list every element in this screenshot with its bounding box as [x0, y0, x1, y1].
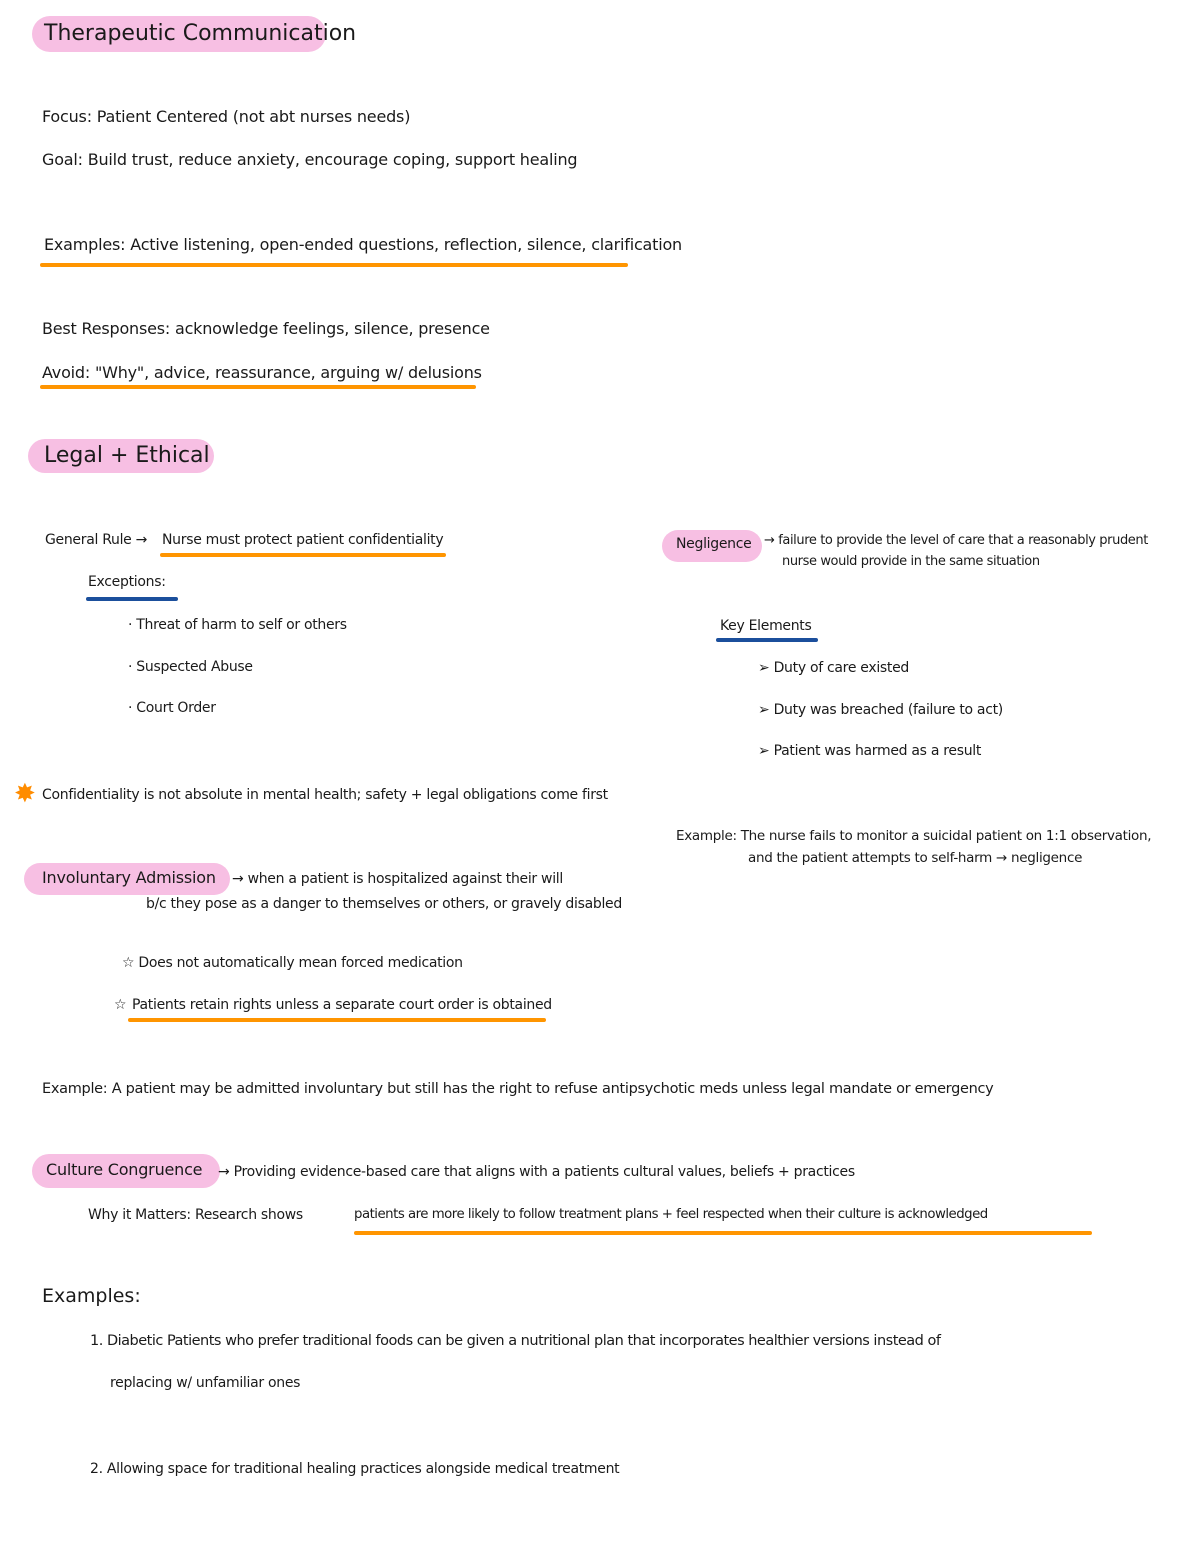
- why-it-matters-underline: [354, 1231, 1092, 1235]
- why-it-matters-highlight: patients are more likely to follow treatment plans + feel respected when their culture is acknowledged: [354, 1207, 988, 1222]
- exception-item: · Threat of harm to self or others: [128, 617, 347, 633]
- involuntary-point: Patients retain rights unless a separate court order is obtained: [132, 997, 552, 1013]
- section-title-legal: Legal + Ethical: [44, 443, 210, 468]
- culture-example-item: replacing w/ unfamiliar ones: [110, 1375, 301, 1391]
- involuntary-definition: → when a patient is hospitalized against their will: [232, 871, 563, 887]
- exceptions-title: Exceptions:: [88, 574, 166, 590]
- general-rule-prefix: General Rule →: [45, 532, 148, 548]
- section-title-involuntary: Involuntary Admission: [42, 868, 216, 887]
- key-element-item: ➢ Patient was harmed as a result: [758, 743, 982, 759]
- culture-example-item: 1. Diabetic Patients who prefer traditional foods can be given a nutritional plan that incorporates healthier versions instead of: [90, 1333, 941, 1349]
- key-element-item: ➢ Duty of care existed: [758, 660, 910, 676]
- involuntary-point: ☆ Does not automatically mean forced medication: [122, 955, 463, 971]
- key-elements-underline: [716, 638, 818, 642]
- why-it-matters-prefix: Why it Matters: Research shows: [88, 1207, 303, 1223]
- avoid-underline: [40, 385, 476, 389]
- involuntary-definition: b/c they pose as a danger to themselves or others, or gravely disabled: [146, 896, 622, 912]
- best-responses-text: Best Responses: acknowledge feelings, silence, presence: [42, 319, 490, 338]
- negligence-example: Example: The nurse fails to monitor a suicidal patient on 1:1 observation,: [676, 828, 1152, 844]
- exceptions-underline: [86, 597, 178, 601]
- culture-example-item: 2. Allowing space for traditional healing practices alongside medical treatment: [90, 1461, 620, 1477]
- general-rule-text: Nurse must protect patient confidentiality: [162, 532, 444, 548]
- goal-text: Goal: Build trust, reduce anxiety, encourage coping, support healing: [42, 150, 578, 169]
- examples-underline: [40, 263, 628, 267]
- involuntary-point-underline: [128, 1018, 546, 1022]
- culture-definition: → Providing evidence-based care that aligns with a patients cultural values, beliefs + practices: [218, 1164, 855, 1180]
- avoid-text: Avoid: "Why", advice, reassurance, arguing w/ delusions: [42, 363, 482, 382]
- negligence-example: and the patient attempts to self-harm → negligence: [748, 850, 1083, 866]
- involuntary-example: Example: A patient may be admitted involuntary but still has the right to refuse antipsychotic meds unless legal mandate or emergency: [42, 1081, 994, 1097]
- star-bullet: ☆: [114, 997, 127, 1013]
- exception-item: · Court Order: [128, 700, 216, 716]
- exception-item: · Suspected Abuse: [128, 659, 253, 675]
- section-title-therapeutic: Therapeutic Communication: [44, 21, 357, 46]
- star-icon: ✸: [14, 779, 36, 809]
- culture-examples-title: Examples:: [42, 1285, 141, 1307]
- key-elements-title: Key Elements: [720, 618, 812, 634]
- focus-text: Focus: Patient Centered (not abt nurses needs): [42, 107, 411, 126]
- confidentiality-note: Confidentiality is not absolute in mental health; safety + legal obligations come first: [42, 787, 608, 803]
- key-element-item: ➢ Duty was breached (failure to act): [758, 702, 1003, 718]
- negligence-definition: nurse would provide in the same situation: [782, 554, 1040, 569]
- negligence-definition: → failure to provide the level of care that a reasonably prudent: [764, 533, 1148, 548]
- negligence-label: Negligence: [676, 536, 752, 552]
- examples-text: Examples: Active listening, open-ended questions, reflection, silence, clarification: [44, 235, 682, 254]
- general-rule-underline: [160, 553, 446, 557]
- section-title-culture: Culture Congruence: [46, 1160, 203, 1179]
